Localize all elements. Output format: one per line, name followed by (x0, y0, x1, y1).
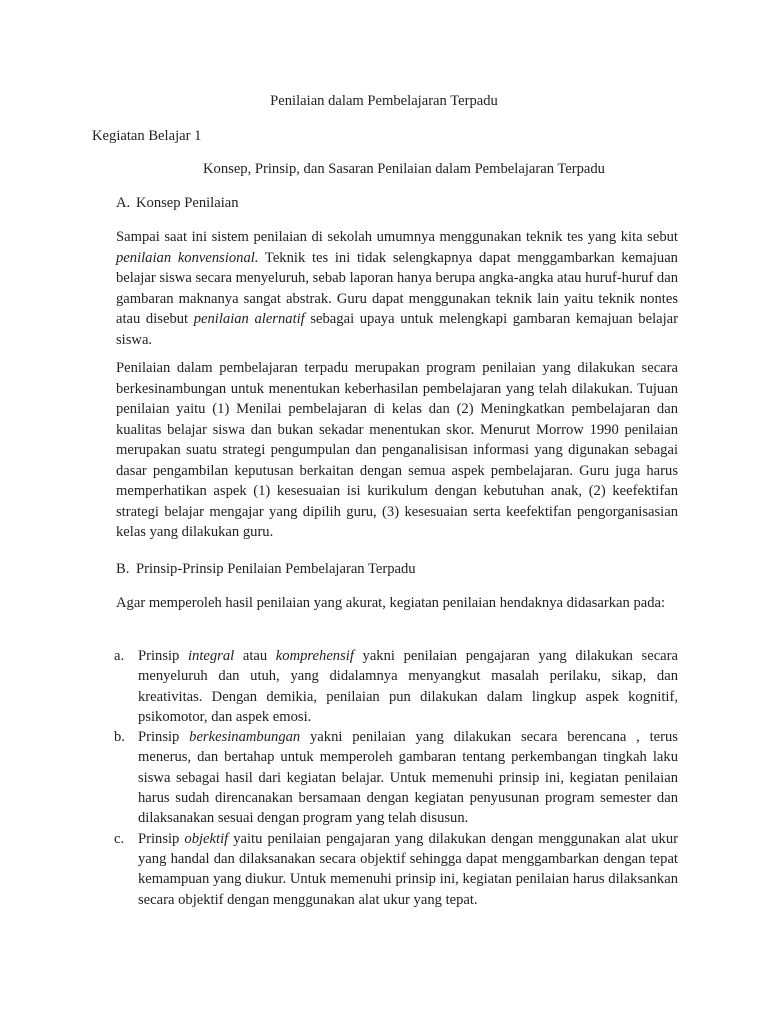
item-text: Prinsip (138, 648, 188, 664)
list-item-letter: c. (114, 830, 125, 847)
principles-list (114, 646, 678, 910)
para1-emphasis-2: penilaian alernatif (193, 311, 305, 327)
section-a-paragraph-2: Penilaian dalam pembelajaran terpadu merupakan program penilaian yang dilakukan secara berkesinambungan untuk menentukan keberhasilan pembelajaran yang telah dilakukan. Tujuan penilaian yaitu (1) Menilai pembelajaran di kelas dan (2) Meningkatkan pembelajaran dan kualitas belajar siswa dan bukan sekadar menentukan skor. Menurut Morrow 1990 penilaian merupakan suatu strategi pengumpulan dan penganalisisan informasi yang digunakan sebagai dasar pengambilan keputusan berkaitan dengan semua aspek pembelajaran. Guru juga harus memperhatikan aspek (1) kesesuaian isi kurikulum dengan kebutuhan anak, (2) keefektifan strategi belajar mengajar yang dipilih guru, (3) kesesuaian serta keefektifan pengorganisasian kelas yang dilakukan guru. (116, 360, 678, 540)
section-b-letter: B. (116, 561, 130, 577)
list-item (114, 727, 678, 828)
section-a-heading (116, 195, 239, 212)
list-item (114, 646, 678, 727)
document-title: Penilaian dalam Pembelajaran Terpadu (270, 93, 498, 109)
section-a-title: Konsep Penilaian (136, 195, 239, 211)
activity-label: Kegiatan Belajar 1 (92, 128, 202, 144)
section-a-letter: A. (116, 195, 131, 211)
section-b-heading (116, 561, 416, 578)
section-b-title: Prinsip-Prinsip Penilaian Pembelajaran Terpadu (136, 561, 416, 577)
para1-emphasis-1: penilaian konvensional. (116, 249, 259, 266)
item-emphasis: berkesinambungan (189, 729, 301, 746)
para1-text-3: sebagai upaya untuk melengkapi gambaran kemajuan belajar siswa. (116, 311, 678, 348)
item-text: Prinsip (138, 729, 190, 746)
item-text: yaitu penilaian pengajaran yang dilakukan dengan menggunakan alat ukur yang handal dan dilaksanakan secara objektif sehingga dapat menggambarkan dengan tepat kemampuan yang diukur. Untuk memenuhi prinsip ini, kegiatan penilaian harus dilaksankan secara objektif dengan menggunakan alat ukur yang tepat. (138, 830, 678, 908)
list-item (114, 829, 678, 910)
section-b-intro: Agar memperoleh hasil penilaian yang akurat, kegiatan penilaian hendaknya didasarkan pada: (116, 595, 666, 611)
item-emphasis: objektif (184, 830, 229, 847)
item-emphasis: komprehensif (275, 648, 354, 664)
item-text: yakni penilaian yang dilakukan secara berencana , terus menerus, dan bertahap untuk memperoleh gambaran tentang perkembangan tingkah laku siswa sebagai hasil dari kegiatan belajar. Untuk memenuhi prinsip ini, kegiatan penilaian harus sudah direncanakan bersamaan dengan kegiatan penyusunan program semester dan dilaksanakan sesuai dengan program yang telah disusun. (138, 729, 678, 827)
item-text: yakni penilaian pengajaran yang dilakukan secara menyeluruh dan utuh, yang didalamnya menyangkut masalah perilaku, sikap, dan kreativitas. Dengan demikia, penilaian pun dilakukan dalam lingkup aspek kognitif, psikomotor, dan aspek emosi. (138, 648, 678, 725)
item-text: atau (234, 648, 276, 664)
para1-text-2: Teknik tes ini tidak selengkapnya dapat menggambarkan kemajuan belajar siswa secara menyeluruh, sebab laporan hanya berupa angka-angka atau huruf-huruf dan gambaran maknanya sangat abstrak. Guru dapat menggunakan teknik lain yaitu teknik nontes atau disebut (116, 249, 678, 327)
list-item-letter: a. (114, 648, 125, 664)
item-text: Prinsip (138, 830, 185, 847)
list-item-letter: b. (114, 729, 125, 746)
document-subtitle: Konsep, Prinsip, dan Sasaran Penilaian dalam Pembelajaran Terpadu (203, 161, 605, 177)
para1-text-1: Sampai saat ini sistem penilaian di sekolah umumnya menggunakan teknik tes yang kita sebut (116, 229, 678, 245)
section-a-paragraph-1 (116, 227, 678, 350)
item-emphasis: integral (188, 648, 235, 664)
